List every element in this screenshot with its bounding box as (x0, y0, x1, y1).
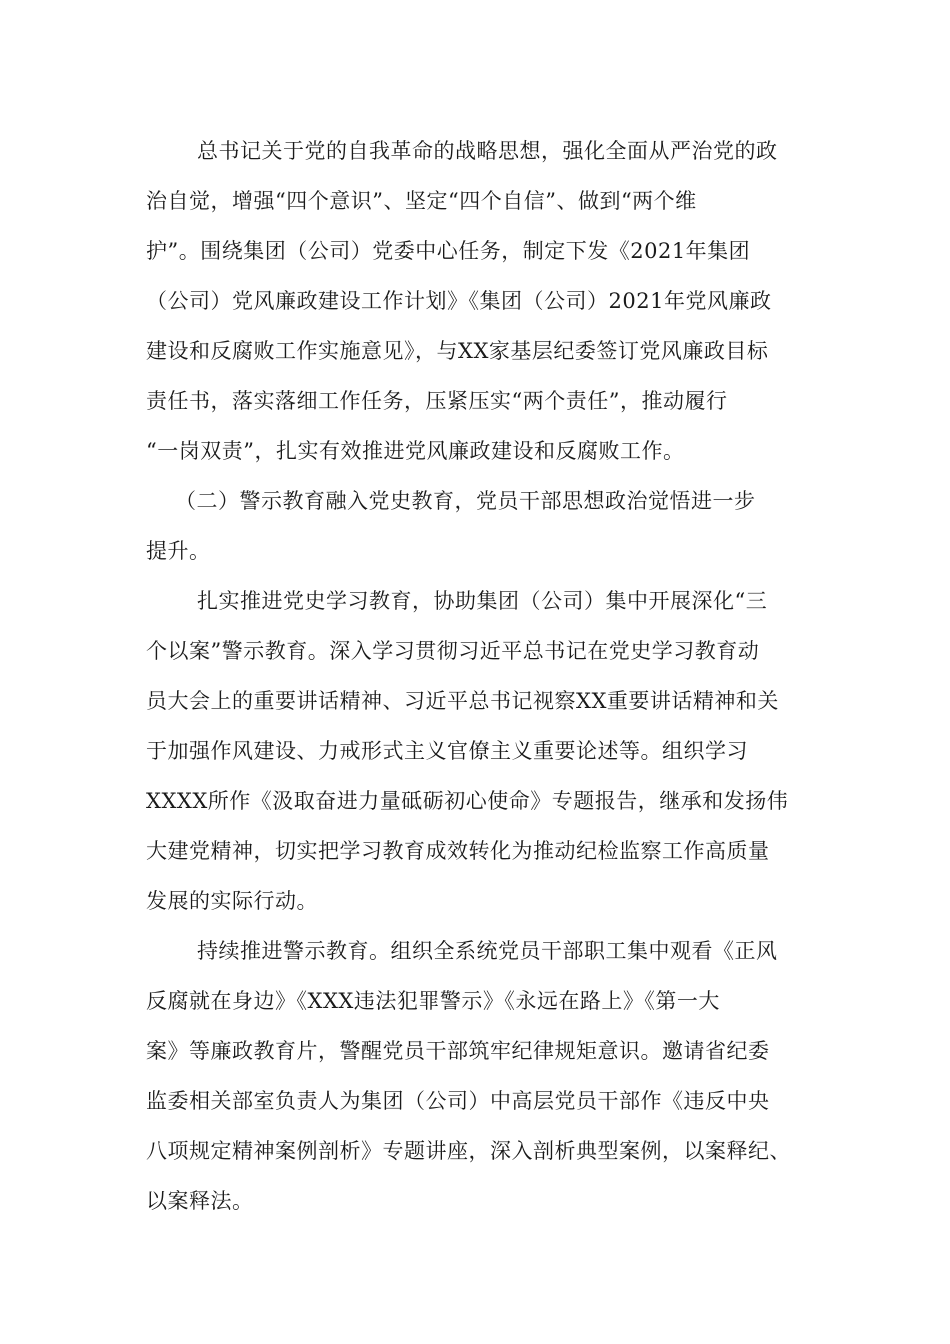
section-heading-continued: 提升。 (146, 539, 211, 563)
text-line: 护”。围绕集团（公司）党委中心任务，制定下发《2021年集团 (146, 239, 751, 263)
text-line: 持续推进警示教育。组织全系统党员干部职工集中观看《正风 (197, 939, 778, 963)
section-heading: （二）警示教育融入党史教育，党员干部思想政治觉悟进一步 (175, 489, 756, 513)
text-line: 发展的实际行动。 (146, 889, 318, 913)
text-line: XXXX所作《汲取奋进力量砥砺初心使命》专题报告，继承和发扬伟 (146, 789, 789, 813)
text-line: 责任书，落实落细工作任务，压紧压实“两个责任”，推动履行 (146, 389, 728, 413)
text-line: 大建党精神，切实把学习教育成效转化为推动纪检监察工作高质量 (146, 839, 770, 863)
text-line: 个以案”警示教育。深入学习贯彻习近平总书记在党史学习教育动 (146, 639, 760, 663)
text-line: 以案释法。 (146, 1189, 254, 1213)
text-line: 监委相关部室负责人为集团（公司）中高层党员干部作《违反中央 (146, 1089, 770, 1113)
text-line: 扎实推进党史学习教育，协助集团（公司）集中开展深化“三 (197, 589, 768, 613)
text-line: 总书记关于党的自我革命的战略思想，强化全面从严治党的政 (197, 139, 778, 163)
text-line: “一岗双责”，扎实有效推进党风廉政建设和反腐败工作。 (146, 439, 685, 463)
text-line: 建设和反腐败工作实施意见》，与XX家基层纪委签订党风廉政目标 (146, 339, 769, 363)
text-line: 八项规定精神案例剖析》专题讲座，深入剖析典型案例，以案释纪、 (146, 1139, 791, 1163)
text-line: 员大会上的重要讲话精神、习近平总书记视察XX重要讲话精神和关 (146, 689, 779, 713)
text-line: （公司）党风廉政建设工作计划》《集团（公司）2021年党风廉政 (146, 289, 772, 313)
text-line: 于加强作风建设、力戒形式主义官僚主义重要论述等。组织学习 (146, 739, 748, 763)
text-line: 案》等廉政教育片，警醒党员干部筑牢纪律规矩意识。邀请省纪委 (146, 1039, 770, 1063)
text-line: 治自觉，增强“四个意识”、坚定“四个自信”、做到“两个维 (146, 189, 697, 213)
text-line: 反腐就在身边》《XXX违法犯罪警示》《永远在路上》《第一大 (146, 989, 720, 1013)
